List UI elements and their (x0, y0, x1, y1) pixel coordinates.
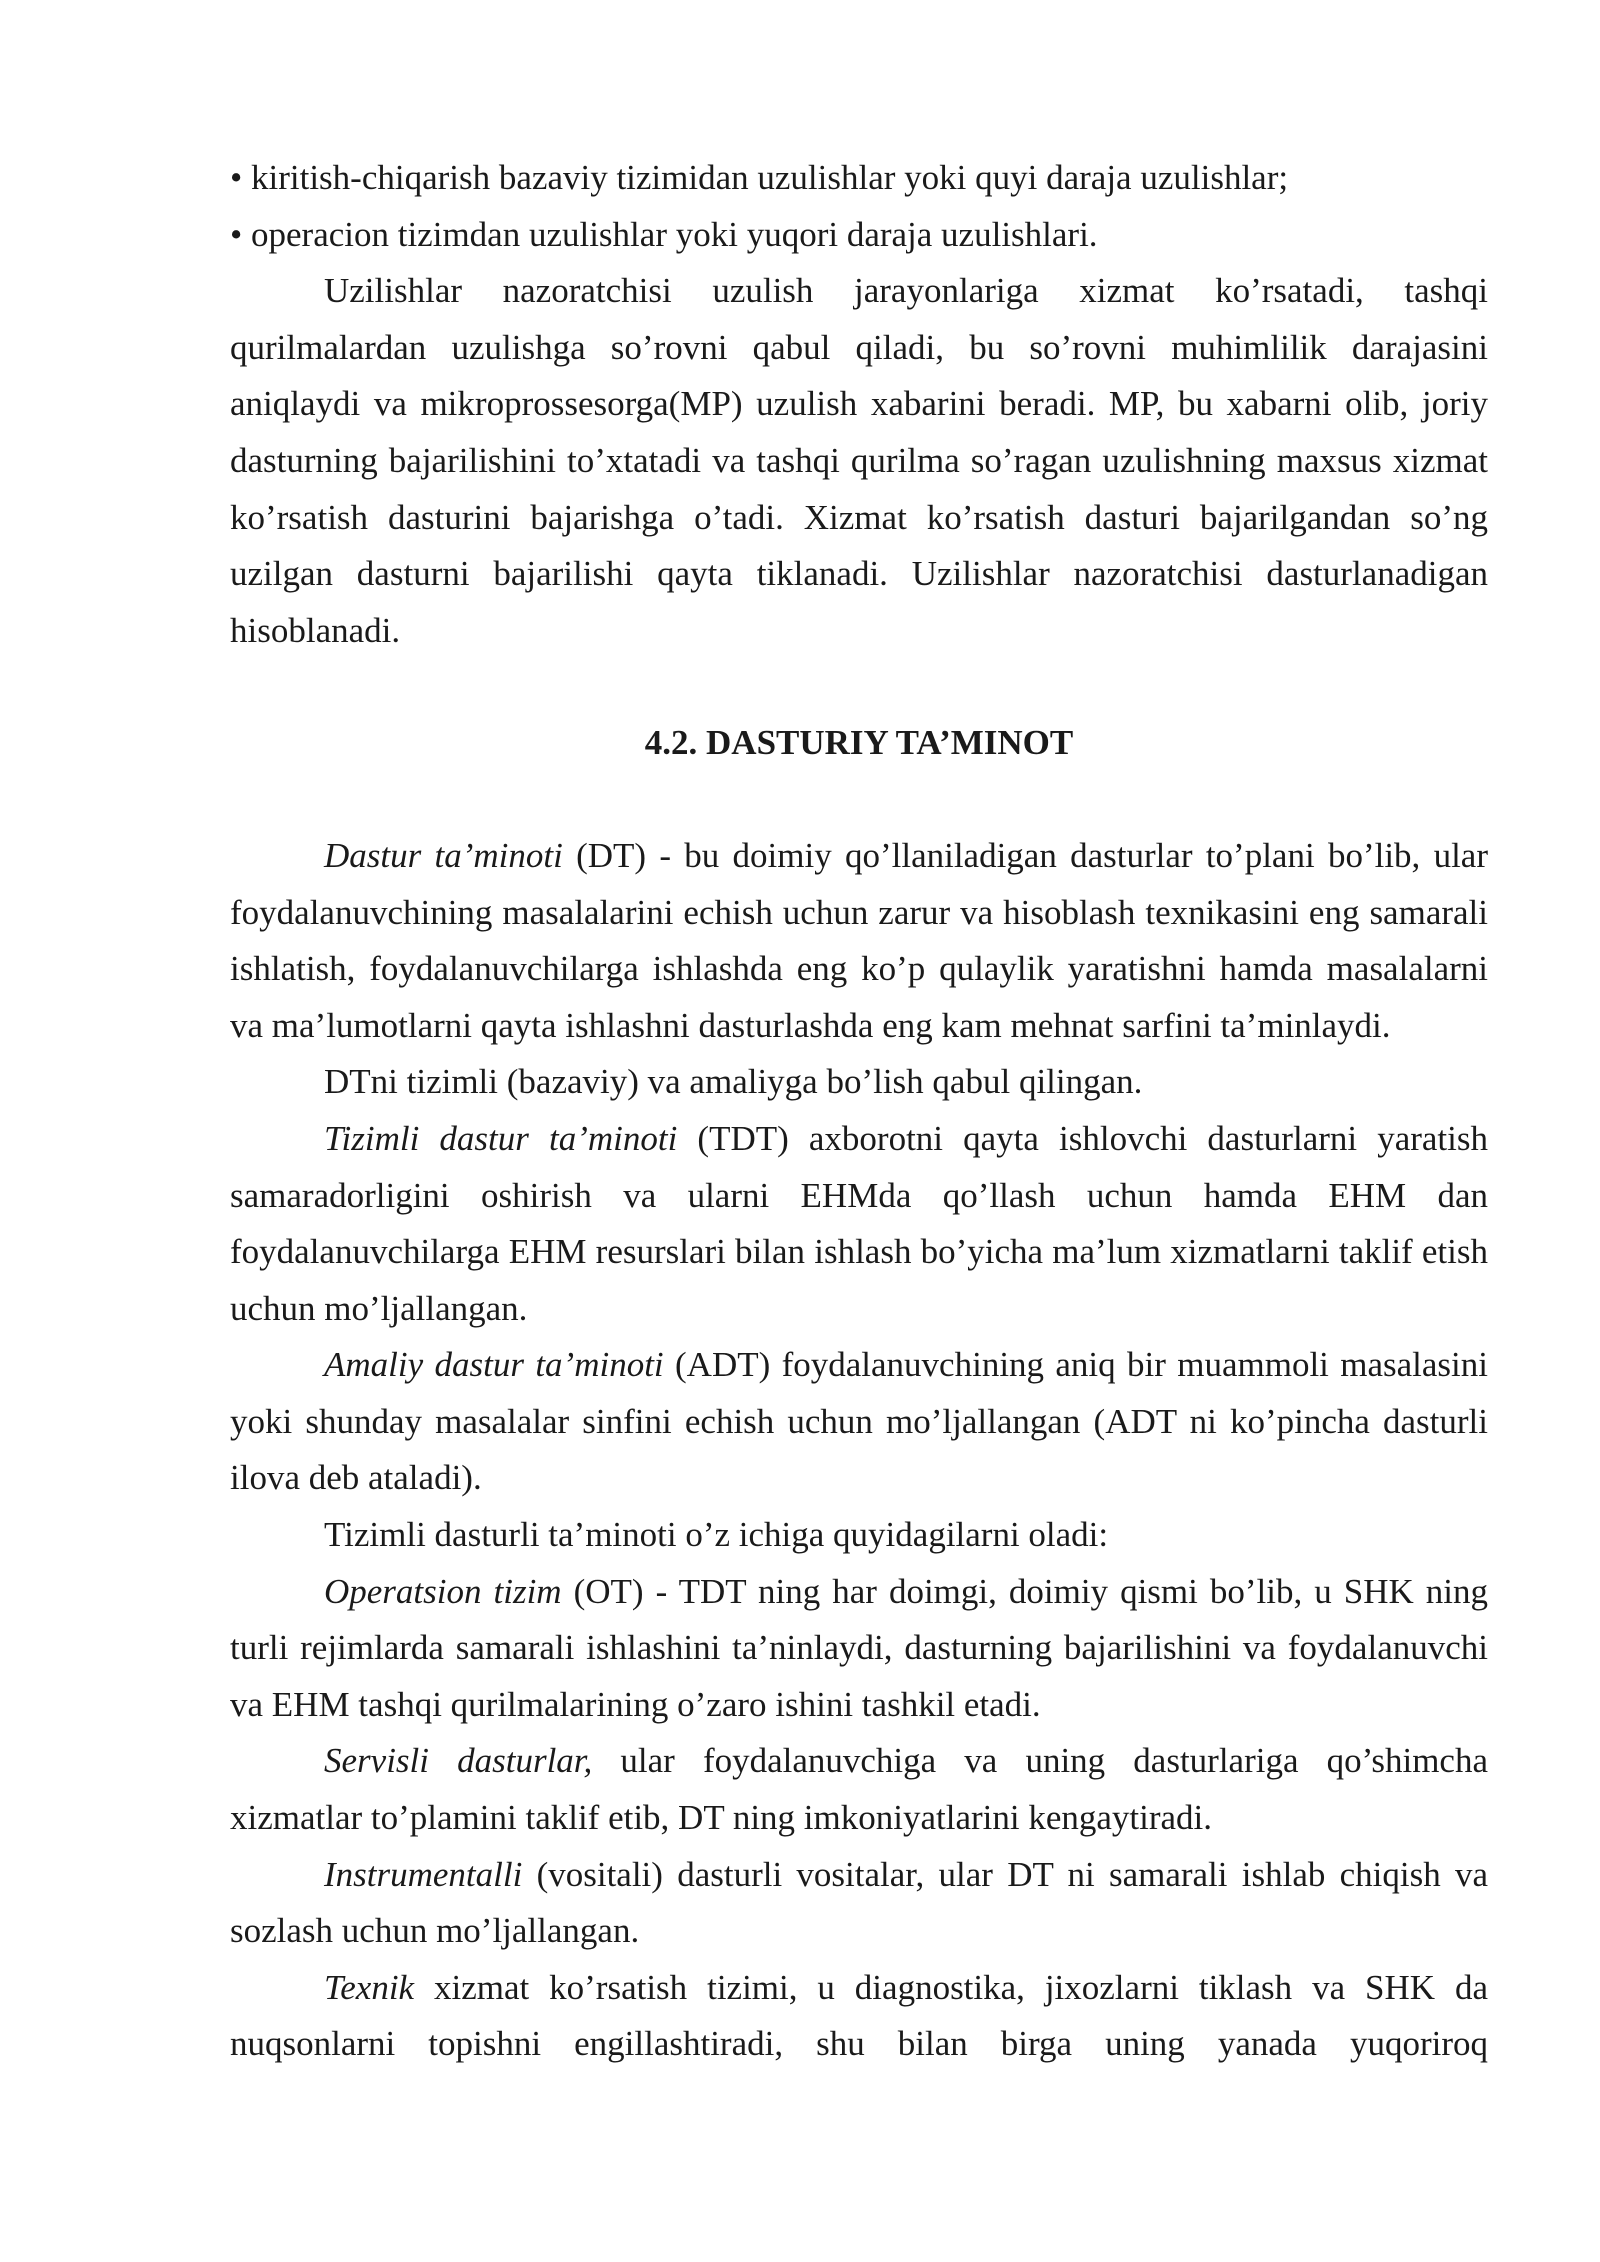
paragraph-text: xizmat ko’rsatish tizimi, u diagnostika, jixozlarni tiklash va SHK da nuqsonlarni topishni engillashtiradi, shu bilan birga uning yanada yuqoriroq (230, 1967, 1488, 2064)
paragraph-technical-service (230, 1960, 1488, 2073)
paragraph-text: (OT) - TDT ning har doimgi, doimiy qismi bo’lib, u SHK ning turli rejimlarda samarali ishlashini ta’ninlaydi, dasturning bajarilishini va foydalanuvchi va EHM tashqi qurilmalarining o’zaro ishini tashkil etadi. (230, 1571, 1488, 1724)
bullet-item-io-interrupts: • kiritish-chiqarish bazaviy tizimidan uzulishlar yoki quyi daraja uzulishlar; (230, 158, 1289, 197)
term-servisli-dasturlar: Servisli dasturlar, (324, 1741, 593, 1781)
paragraph-software-split: DTni tizimli (bazaviy) va amaliyga bo’lish qabul qilingan. (324, 1062, 1143, 1102)
term-amaliy-dastur: Amaliy dastur ta’minoti (324, 1345, 664, 1385)
paragraph-text: (vositali) dasturli vositalar, ular DT ni samarali ishlab chiqish va sozlash uchun mo’ljallangan. (230, 1854, 1488, 1951)
section-heading: 4.2. DASTURIY TA’MINOT (644, 723, 1074, 763)
term-dastur-taminoti: Dastur ta’minoti (324, 835, 563, 875)
paragraph-instrumental (230, 1847, 1488, 1960)
paragraph-includes: Tizimli dasturli ta’minoti o’z ichiga quyidagilarni oladi: (324, 1515, 1109, 1555)
paragraph-application-software (230, 1337, 1488, 1507)
paragraph-text: (DT) - bu doimiy qo’llaniladigan dasturlar to’plani bo’lib, ular foydalanuvchining masalalarini echish uchun zarur va hisoblash texnikasini eng samarali ishlatish, foydalanuvchilarga ishlashda eng ko’p qulaylik yaratishni hamda masalalarni va ma’lumotlarni qayta ishlashni dasturlashda eng kam mehnat sarfini ta’minlaydi. (230, 835, 1488, 1045)
term-texnik: Texnik (324, 1967, 415, 2007)
term-tizimli-dastur: Tizimli dastur ta’minoti (324, 1118, 678, 1158)
paragraph-software-definition (230, 828, 1488, 1054)
document-body (230, 150, 1488, 2073)
paragraph-service-programs (230, 1733, 1488, 1846)
term-instrumentalli: Instrumentalli (324, 1854, 523, 1894)
paragraph-system-software (230, 1111, 1488, 1337)
paragraph-text: (ADT) foydalanuvchining aniq bir muammoli masalasini yoki shunday masalalar sinfini echish uchun mo’ljallangan (ADT ni ko’pincha dasturli ilova deb ataladi). (230, 1345, 1488, 1498)
paragraph-text: ular foydalanuvchiga va uning dasturlariga qo’shimcha xizmatlar to’plamini taklif etib, DT ning imkoniyatlarini kengaytiradi. (230, 1741, 1488, 1838)
paragraph-text: (TDT) axborotni qayta ishlovchi dasturlarni yaratish samaradorligini oshirish va ularni EHMda qo’llash uchun hamda EHM dan foydalanuvchilarga EHM resurslari bilan ishlash bo’yicha ma’lum xizmatlarni taklif etish uchun mo’ljallangan. (230, 1118, 1488, 1328)
bullet-item-os-interrupts: • operacion tizimdan uzulishlar yoki yuqori daraja uzulishlari. (230, 214, 1098, 254)
term-operatsion-tizim: Operatsion tizim (324, 1571, 562, 1611)
paragraph-interrupt-controller: Uzilishlar nazoratchisi uzulish jarayonlariga xizmat ko’rsatadi, tashqi qurilmalardan uzulishga so’rovni qabul qiladi, bu so’rovni muhimlilik darajasini aniqlaydi va mikroprossesorga(MP) uzulish xabarini beradi. MP, bu xabarni olib, joriy dasturning bajarilishini to’xtatadi va tashqi qurilma so’ragan uzulishning maxsus xizmat ko’rsatish dasturini bajarishga o’tadi. Xizmat ko’rsatish dasturi bajarilgandan so’ng uzilgan dasturni bajarilishi qayta tiklanadi. Uzilishlar nazoratchisi dasturlanadigan hisoblanadi. (230, 271, 1488, 650)
paragraph-operating-system (230, 1564, 1488, 1734)
